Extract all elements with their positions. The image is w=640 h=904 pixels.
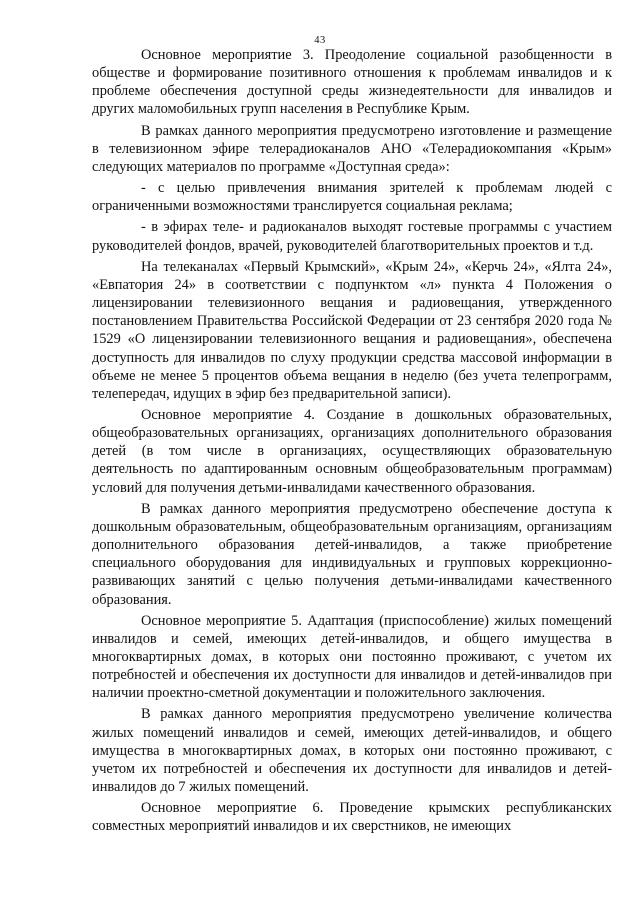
paragraph-tv-channels: На телеканалах «Первый Крымский», «Крым 24», «Керчь 24», «Ялта 24», «Евпатория 24» в соответствии с подпунктом «л» пункта 4 Положения о лицензировании телевизионного вещания и радиовещания, утвержденного постановлением Правительства Российской Федерации от 23 сентября 2020 года № 1529 «О лицензировании телевизионного вещания и радиовещания», обеспечена доступность для инвалидов по слуху продукции средства массовой информации в объеме не менее 5 процентов объема вещания в неделю (без учета телепрограмм, телепередач, идущих в эфир без предварительной записи). [92,258,612,402]
paragraph-measure-6: Основное мероприятие 6. Проведение крымских республиканских совместных мероприятий инвалидов и их сверстников, не имеющих [92,800,612,835]
paragraph-measure-5-description: В рамках данного мероприятия предусмотрено увеличение количества жилых помещений инвалидов и семей, имеющих детей-инвалидов, и общего имущества в многоквартирных домах, в которых они постоянно проживают, с учетом их потребностей и обеспечения их доступности для инвалидов и детей-инвалидов до 7 жилых помещений. [92,706,612,796]
page-number: 43 [314,35,326,46]
paragraph-measure-3-description: В рамках данного мероприятия предусмотрено изготовление и размещение в телевизионном эфире телерадиоканалов АНО «Телерадиокомпания «Крым» следующих материалов по программе «Доступная среда»: [92,122,612,175]
document-body [92,46,612,836]
list-item-social-ads: - с целью привлечения внимания зрителей к проблемам людей с ограниченными возможностями транслируется социальная реклама; [92,180,612,215]
paragraph-measure-3: Основное мероприятие 3. Преодоление социальной разобщенности в обществе и формирование позитивного отношения к проблемам инвалидов и к проблеме обеспечения доступной среды жизнедеятельности для инвалидов и других маломобильных групп населения в Республике Крым. [92,47,612,118]
paragraph-measure-5: Основное мероприятие 5. Адаптация (приспособление) жилых помещений инвалидов и семей, имеющих детей-инвалидов, и общего имущества в многоквартирных домах, в которых они постоянно проживают, с учетом их потребностей и обеспечения их доступности для инвалидов и детей-инвалидов при наличии проектно-сметной документации и положительного заключения. [92,612,612,702]
list-item-guest-programs: - в эфирах теле- и радиоканалов выходят гостевые программы с участием руководителей фондов, врачей, руководителей благотворительных проектов и т.д. [92,219,612,254]
paragraph-measure-4-description: В рамках данного мероприятия предусмотрено обеспечение доступа к дошкольным образовательным, общеобразовательным организациям, организациям дополнительного образования детей-инвалидов, а также приобретение специального оборудования для индивидуальных и групповых коррекционно-развивающих занятий с целью получения детьми-инвалидами качественного образования. [92,500,612,608]
paragraph-measure-4: Основное мероприятие 4. Создание в дошкольных образовательных, общеобразовательных организациях, организациях дополнительного образования детей (в том числе в организациях, осуществляющих образовательную деятельность по адаптированным основным общеобразовательным программам) условий для получения детьми-инвалидами качественного образования. [92,406,612,496]
